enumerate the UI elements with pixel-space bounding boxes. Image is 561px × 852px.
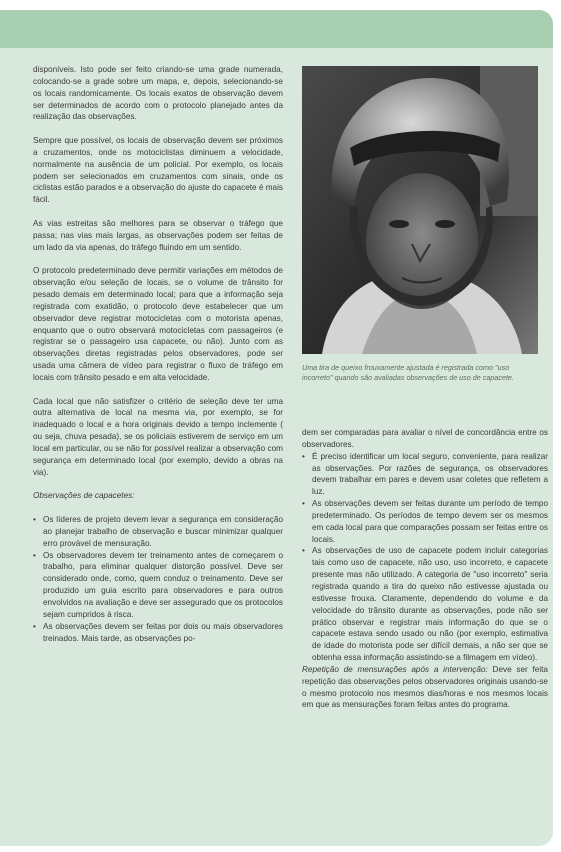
paragraph: Cada local que não satisfizer o critério de seleção deve ter uma outra alternativa de local na mesma via, por exemplo, se for inadequado o local e a hora originais devido a tempo inclemente ( ou seja, chuva pesada), se os policiais estiverem de serviço em um local em particular, ou se não for possível realizar a observação com segurança em determinado local (por exemplo, devido a obras na via). bbox=[33, 396, 283, 477]
helmet-photo bbox=[302, 66, 538, 354]
section-heading: Observações de capacetes: bbox=[33, 491, 135, 501]
photo-caption: Uma tira de queixo frouxamente ajustada é registrada como "uso incorreto" quando são avaliadas observações de uso de capacete. bbox=[302, 363, 514, 382]
paragraph: Sempre que possível, os locais de observação devem ser próximos a cruzamentos, onde os motociclistas diminuem a velocidade, normalmente na ausência de um policial. Por exemplo, os locais podem ser selecionados em cruzamentos com sinais, onde os ciclistas estão parados e a observação do ajuste do capacete é mais fácil. bbox=[33, 136, 283, 205]
right-column bbox=[302, 427, 548, 723]
paragraph: As vias estreitas são melhores para se observar o tráfego que passa; nas vias mais largas, as observações podem ser feitas de um lado da via apenas, do tráfego fluindo em um sentido. bbox=[33, 218, 283, 252]
paragraph: O protocolo predeterminado deve permitir variações em métodos de observação e/ou seleção de locais, se o volume de trânsito for pesado demais em determinado local; para que a informação seja registrada com exatidão, o protocolo deve estabelecer que um observador deve registrar motocicletas com o motorista apenas, enquanto que o outro observará motocicletas com passageiros (e registrar se o passageiro usa capacete, ou não). Junto com as observações diretas registradas pelos observadores, pode ser usada uma câmera de vídeo para registrar o fluxo de tráfego em locais com trânsito pesado e em alta velocidade. bbox=[33, 266, 283, 382]
paragraph: disponíveis. Isto pode ser feito criando-se uma grade numerada, colocando-se a grade sobre um mapa, e, depois, selecionando-se os locais randomicamente. Os locais exatos de observação devem ser determinados de acordo com o protocolo planejado antes da realização das observações. bbox=[33, 65, 283, 122]
bullet-list bbox=[33, 514, 283, 644]
helmet-photo-illustration bbox=[302, 66, 538, 354]
list-item: • As observações devem ser feitas por dois ou mais observadores treinados. Mais tarde, as observações po- bbox=[33, 621, 283, 645]
list-item: • Os observadores devem ter treinamento antes de começarem o trabalho, para eliminar qualquer distorção possível. Deve ser considerado onde, como, quem conduz o treinamento. Deve ser produzido um guia escrito para observadores e para outros envolvidos na avaliação e deve ser assegurado que os protocolos sejam cumpridos à risca. bbox=[33, 550, 283, 621]
left-column bbox=[33, 64, 283, 644]
bullet-list bbox=[302, 451, 548, 664]
paragraph-text: Deve ser feita repetição das observações pelos observadores originais usando-se o mesmo protocolo nos mesmos dias/horas e nos mesmos locais em que as mensurações foram feitas antes do programa. bbox=[302, 664, 548, 710]
paragraph-lead: Repetição de mensurações após a intervenção: bbox=[302, 664, 488, 674]
list-item: • Os líderes de projeto devem levar a segurança em consideração ao planejar trabalho de observação e buscar minimizar qualquer erro provável de mensuração. bbox=[33, 514, 283, 550]
paragraph bbox=[302, 664, 548, 711]
list-item: • As observações devem ser feitas durante um período de tempo predeterminado. Os períodos de tempo devem ser os mesmos em cada local para que comparações possam ser feitas entre os locais. bbox=[302, 498, 548, 545]
continuation-text: dem ser comparadas para avaliar o nível de concordância entre os observadores. bbox=[302, 428, 548, 449]
header-band bbox=[0, 10, 553, 48]
list-item: • As observações de uso de capacete podem incluir categorias tais como uso de capacete, não uso, uso incorreto, e capacete presente mas não utilizado. A categoria de "uso incorreto" seria registrada quando a tira do queixo não estivesse ajustada ou estivesse frouxa. Claramente, dependendo do volume e da velocidade do trânsito durante as observações, pode não ser prático observar e registrar mais informação do que se o capacete estava sendo usado ou não (por exemplo, estimativa de idade do motorista pode ser difícil demais, a não ser que se obtenha essa informação assistindo-se a filmagem em vídeo). bbox=[302, 545, 548, 663]
list-item: • É preciso identificar um local seguro, conveniente, para realizar as observações. Por razões de segurança, os observadores devem trabalhar em pares e devem usar coletes que refletem a luz. bbox=[302, 451, 548, 498]
